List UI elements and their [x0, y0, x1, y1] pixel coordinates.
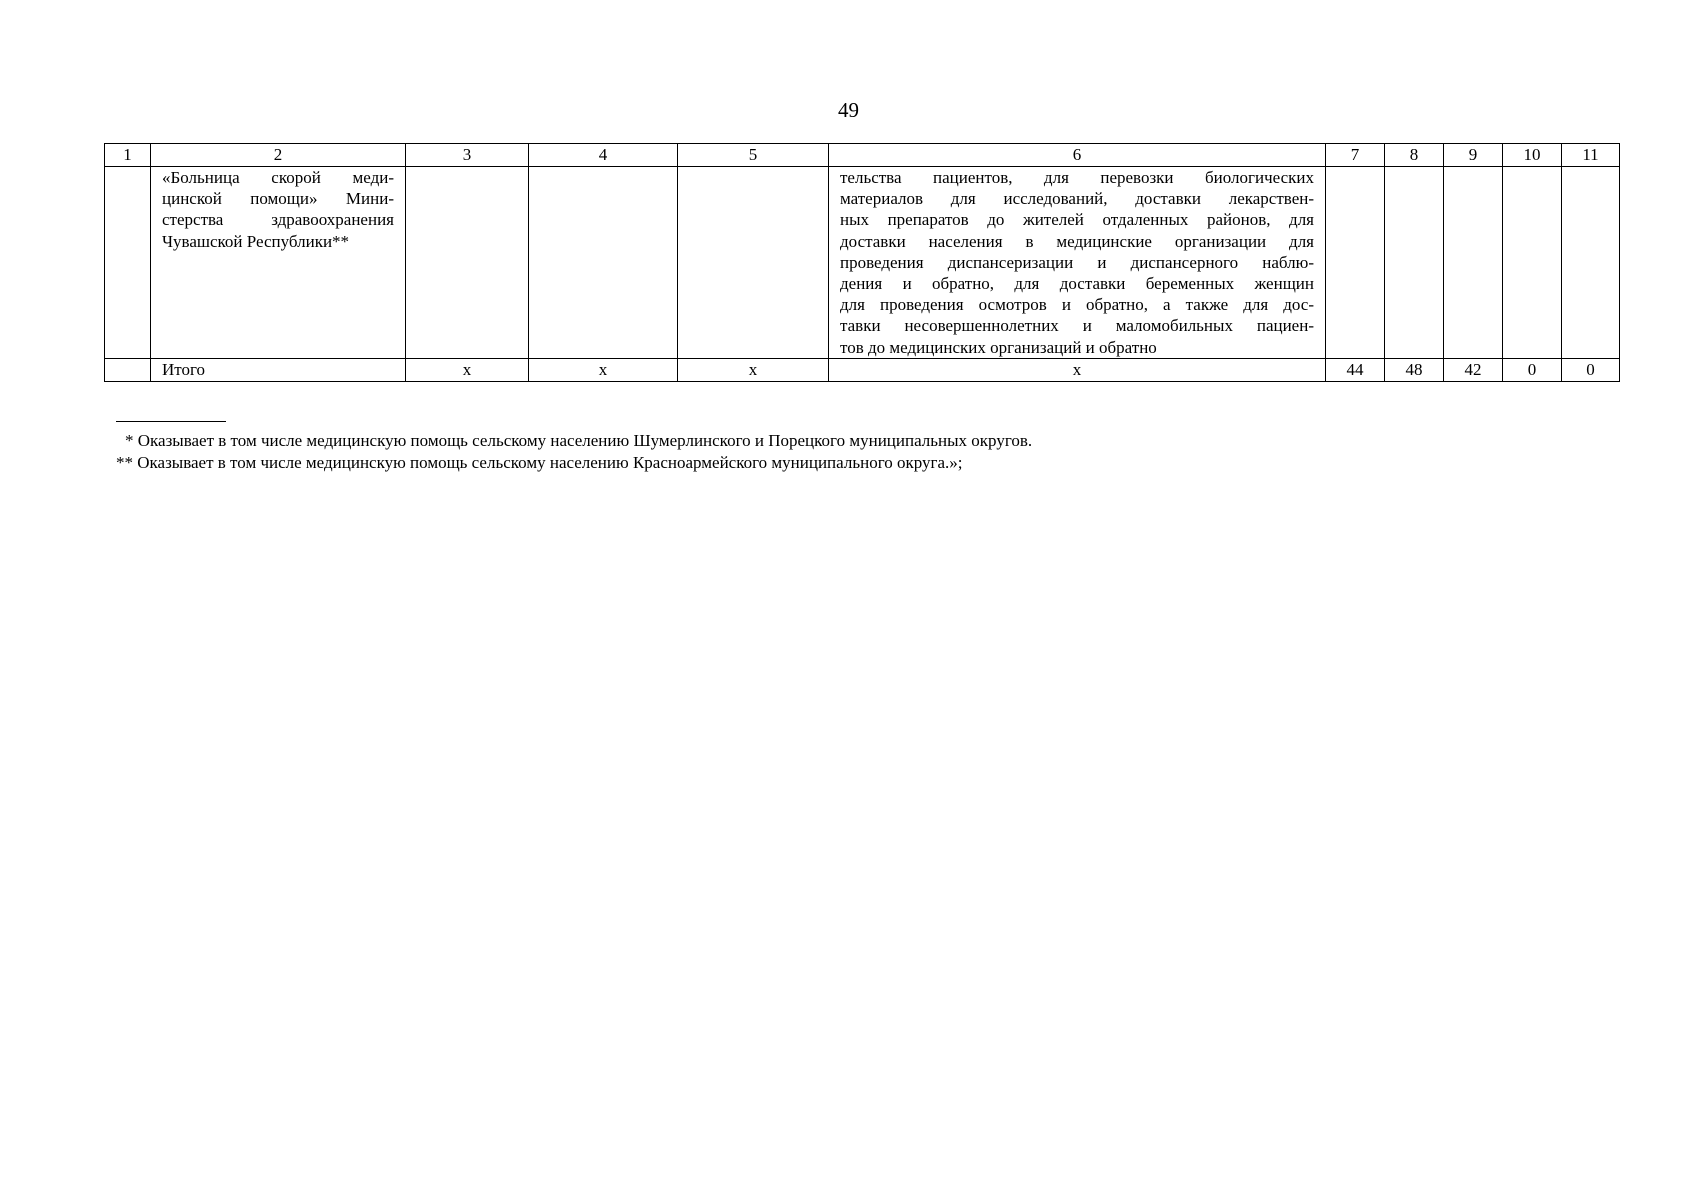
footnote: ** Оказывает в том числе медицинскую помощь сельскому населению Красноармейского муниципального округа.»;	[116, 453, 963, 472]
table-cell	[105, 358, 151, 381]
total-cell: х	[678, 358, 829, 381]
total-label: Итого	[151, 358, 406, 381]
purpose-line: дения и обратно, для доставки беременных женщин	[840, 274, 1314, 294]
purpose-line: тавки несовершеннолетних и маломобильных пациен-	[840, 316, 1314, 336]
table-row	[105, 167, 1620, 359]
table-cell	[529, 167, 678, 359]
purpose-line: материалов для исследований, доставки лекарствен-	[840, 189, 1314, 209]
header-cell: 5	[678, 144, 829, 167]
footnote: * Оказывает в том числе медицинскую помощь сельскому населению Шумерлинского и Порецкого муниципальных округов.	[125, 431, 1033, 450]
organization-name-line: стерства здравоохранения	[162, 210, 394, 230]
purpose-line: проведения диспансеризации и диспансерного наблю-	[840, 252, 1314, 272]
purpose-line: тельства пациентов, для перевозки биологических	[840, 168, 1314, 187]
header-cell: 11	[1562, 144, 1620, 167]
header-cell: 4	[529, 144, 678, 167]
header-cell: 1	[105, 144, 151, 167]
total-value: 44	[1326, 358, 1385, 381]
total-cell: х	[529, 358, 678, 381]
header-cell: 6	[829, 144, 1326, 167]
table-cell	[1503, 167, 1562, 359]
header-cell: 10	[1503, 144, 1562, 167]
purpose-line: для проведения осмотров и обратно, а также для дос-	[840, 295, 1314, 315]
organization-name-line: цинской помощи» Мини-	[162, 189, 394, 209]
header-cell: 7	[1326, 144, 1385, 167]
total-row	[105, 358, 1620, 381]
page-number: 49	[838, 98, 859, 122]
total-value: 42	[1444, 358, 1503, 381]
purpose-line: доставки населения в медицинские организации для	[840, 231, 1314, 251]
table-header-row	[105, 144, 1620, 167]
total-value: 0	[1562, 358, 1620, 381]
total-cell: х	[406, 358, 529, 381]
table-cell	[406, 167, 529, 359]
header-cell: 2	[151, 144, 406, 167]
organization-name-cell	[151, 167, 406, 359]
total-cell: х	[829, 358, 1326, 381]
organization-name-line: Чувашской Республики**	[162, 231, 350, 251]
purpose-line: ных препаратов до жителей отдаленных районов, для	[840, 210, 1314, 230]
table-cell	[678, 167, 829, 359]
data-table	[104, 143, 1620, 382]
total-value: 0	[1503, 358, 1562, 381]
footnote-separator	[116, 421, 226, 422]
header-cell: 9	[1444, 144, 1503, 167]
purpose-line: тов до медицинских организаций и обратно	[840, 337, 1157, 357]
header-cell: 3	[406, 144, 529, 167]
table-cell	[1444, 167, 1503, 359]
purpose-description-cell	[829, 167, 1326, 359]
total-value: 48	[1385, 358, 1444, 381]
organization-name-line: «Больница скорой меди-	[162, 168, 394, 187]
header-cell: 8	[1385, 144, 1444, 167]
table-cell	[1562, 167, 1620, 359]
table-cell	[1326, 167, 1385, 359]
table-cell	[1385, 167, 1444, 359]
row-number-cell	[105, 167, 151, 359]
